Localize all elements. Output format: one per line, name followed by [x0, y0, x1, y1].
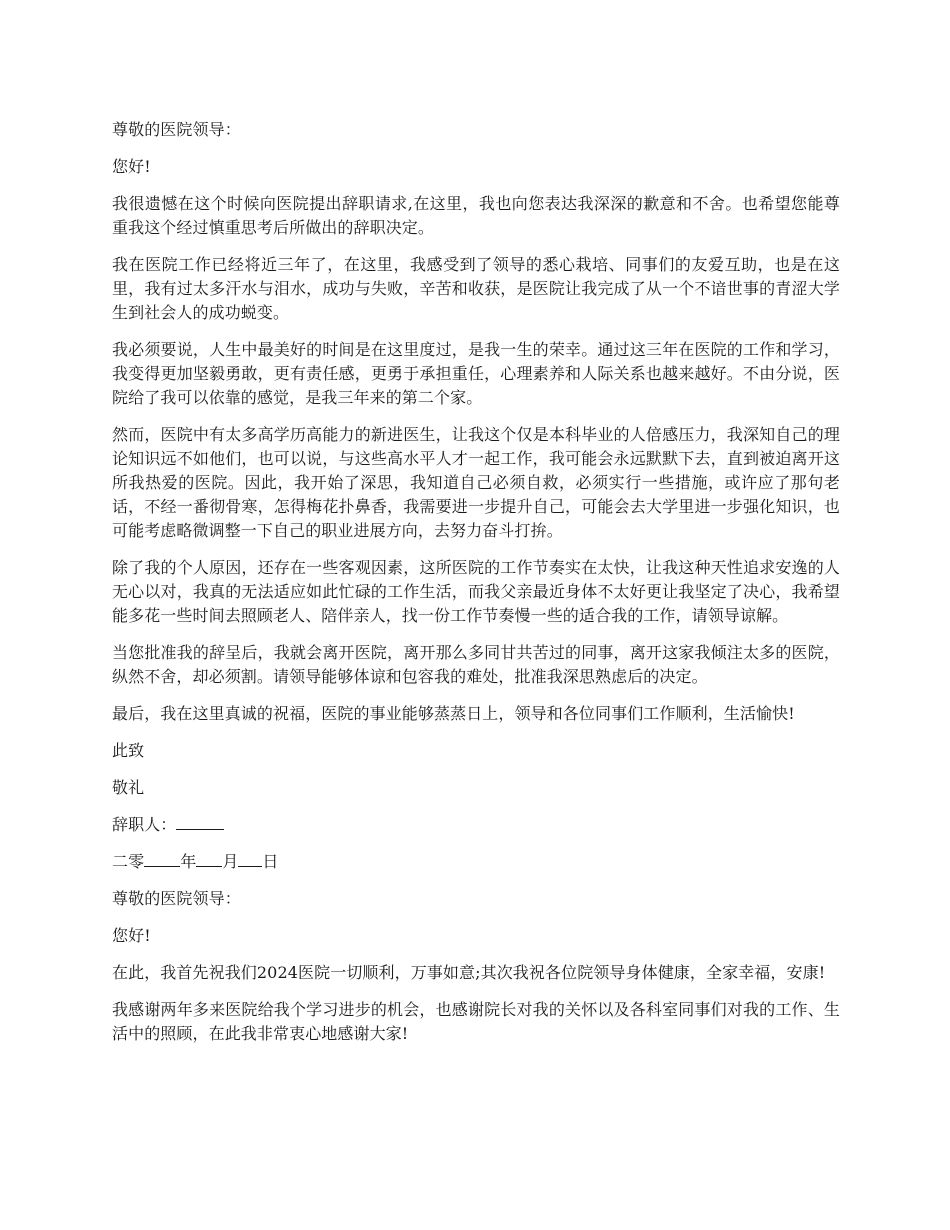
year-blank	[144, 850, 180, 867]
body-paragraph: 除了我的个人原因，还存在一些客观因素，这所医院的工作节奏实在太快，让我这种天性追求安逸的人无心以对，我真的无法适应如此忙碌的工作生活，而我父亲最近身体不太好更让我坚定了决心，我希望能多花一些时间去照顾老人、陪伴亲人，找一份工作节奏慢一些的适合我的工作，请领导谅解。	[112, 558, 840, 625]
body-paragraph: 我在医院工作已经将近三年了，在这里，我感受到了领导的悉心栽培、同事们的友爱互助，也是在这里，我有过太多汗水与泪水，成功与失败，辛苦和收获，是医院让我完成了从一个不谙世事的青涩大学生到社会人的成功蜕变。	[112, 255, 840, 322]
signature-blank	[176, 813, 224, 830]
date-year-label: 年	[180, 852, 197, 871]
body-paragraph: 然而，医院中有太多高学历高能力的新进医生，让我这个仅是本科毕业的人倍感压力，我深知自己的理论知识远不如他们，也可以说，与这些高水平人才一起工作，我可能会永远默默下去，直到被迫离开这所我热爱的医院。因此，我开始了深思，我知道自己必须自救，必须实行一些措施，或许应了那句老话，不经一番彻骨寒，怎得梅花扑鼻香，我需要进一步提升自己，可能会去大学里进一步强化知识，也可能考虑略微调整一下自己的职业进展方向，去努力奋斗打拚。	[112, 425, 840, 540]
body-paragraph: 我很遗憾在这个时候向医院提出辞职请求,在这里，我也向您表达我深深的歉意和不舍。也希望您能尊重我这个经过慎重思考后所做出的辞职决定。	[112, 194, 840, 237]
body-paragraph: 我感谢两年多来医院给我个学习进步的机会，也感谢院长对我的关怀以及各科室同事们对我的工作、生活中的照顾，在此我非常衷心地感谢大家!	[112, 1000, 840, 1043]
greeting: 您好!	[112, 926, 151, 945]
salutation: 尊敬的医院领导：	[112, 120, 241, 139]
date-day-label: 日	[262, 852, 279, 871]
month-blank	[196, 850, 222, 867]
date-line	[112, 850, 840, 874]
salutation: 尊敬的医院领导：	[112, 889, 241, 908]
body-paragraph: 当您批准我的辞呈后，我就会离开医院，离开那么多同甘共苦过的同事，离开这家我倾注太多的医院，纵然不舍，却必须割。请领导能够体谅和包容我的难处，批准我深思熟虑后的决定。	[112, 643, 840, 686]
signature-label: 辞职人：	[112, 815, 177, 834]
document-page	[112, 118, 840, 1059]
day-blank	[238, 850, 262, 867]
date-prefix: 二零	[112, 852, 145, 871]
body-paragraph: 在此，我首先祝我们2024医院一切顺利，万事如意;其次我祝各位院领导身体健康，全家幸福，安康!	[112, 963, 826, 982]
date-month-label: 月	[222, 852, 239, 871]
greeting: 您好!	[112, 157, 151, 176]
body-paragraph: 我必须要说，人生中最美好的时间是在这里度过，是我一生的荣幸。通过这三年在医院的工作和学习，我变得更加坚毅勇敢，更有责任感，更勇于承担重任，心理素养和人际关系也越来越好。不由分说，医院给了我可以依靠的感觉，是我三年来的第二个家。	[112, 340, 840, 407]
closing-line: 此致	[112, 741, 145, 760]
signature-line	[112, 813, 840, 837]
body-paragraph: 最后，我在这里真诚的祝福，医院的事业能够蒸蒸日上，领导和各位同事们工作顺利，生活愉快!	[112, 704, 795, 723]
closing-line: 敬礼	[112, 778, 145, 797]
